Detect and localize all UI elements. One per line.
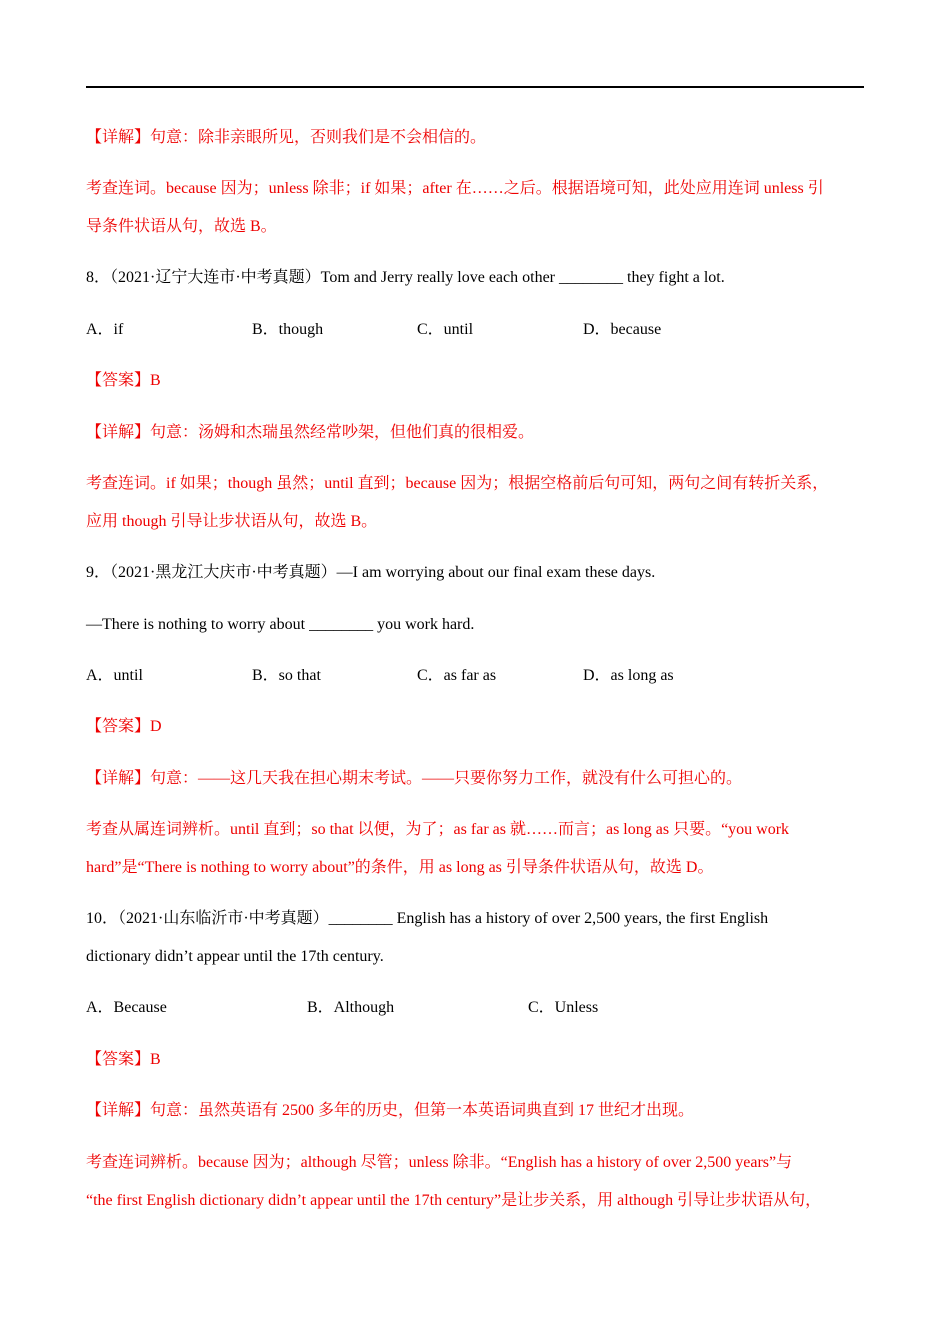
q9-analysis-line2: hard”是“There is nothing to worry about”的条件，用 as long as 引导条件状语从句，故选 D。 xyxy=(86,859,714,876)
q8-option-c: C．until xyxy=(417,321,474,338)
q8-option-a: A．if xyxy=(86,321,124,338)
q10-analysis-line2: “the first English dictionary didn’t appear until the 17th century”是让步关系，用 although 引导让步状语从句， xyxy=(86,1192,822,1209)
q8-answer: 【答案】B xyxy=(86,372,161,389)
q8-option-b: B．though xyxy=(252,321,324,338)
q9-option-d: D．as long as xyxy=(583,667,674,684)
q9-option-a: A．until xyxy=(86,667,143,684)
q9-detail: 【详解】句意：——这几天我在担心期末考试。——只要你努力工作，就没有什么可担心的。 xyxy=(86,770,743,787)
q9-option-b: B．so that xyxy=(252,667,321,684)
q9-stem-line2: —There is nothing to worry about ________ you work hard. xyxy=(86,616,475,633)
q10-stem-line2: dictionary didn’t appear until the 17th century. xyxy=(86,948,384,965)
q7-analysis-line2: 导条件状语从句，故选 B。 xyxy=(86,218,277,235)
q10-detail: 【详解】句意：虽然英语有 2500 多年的历史，但第一本英语词典直到 17 世纪才出现。 xyxy=(86,1102,695,1119)
header-rule xyxy=(86,86,864,88)
q10-option-c: C．Unless xyxy=(528,999,599,1016)
q8-analysis-line1: 考查连词。if 如果；though 虽然；until 直到；because 因为；根据空格前后句可知，两句之间有转折关系， xyxy=(86,475,829,492)
q10-option-b: B．Although xyxy=(307,999,395,1016)
q10-answer: 【答案】B xyxy=(86,1051,161,1068)
q10-stem-line1: 10．（2021·山东临沂市·中考真题）________ English has a history of over 2,500 years, the first English xyxy=(86,910,769,927)
q8-detail: 【详解】句意：汤姆和杰瑞虽然经常吵架，但他们真的很相爱。 xyxy=(86,424,535,441)
q9-answer: 【答案】D xyxy=(86,718,162,735)
q10-option-a: A．Because xyxy=(86,999,167,1016)
q9-option-c: C．as far as xyxy=(417,667,497,684)
q8-analysis-line2: 应用 though 引导让步状语从句，故选 B。 xyxy=(86,513,378,530)
q9-stem-line1: 9．（2021·黑龙江大庆市·中考真题）—I am worrying about our final exam these days. xyxy=(86,564,656,581)
q7-detail: 【详解】句意：除非亲眼所见，否则我们是不会相信的。 xyxy=(86,129,487,146)
q9-analysis-line1: 考查从属连词辨析。until 直到；so that 以便，为了；as far as 就……而言；as long as 只要。“you work xyxy=(86,821,790,838)
q8-stem: 8．（2021·辽宁大连市·中考真题）Tom and Jerry really love each other ________ they fight a lot. xyxy=(86,269,725,286)
q7-analysis-line1: 考查连词。because 因为；unless 除非；if 如果；after 在……之后。根据语境可知，此处应用连词 unless 引 xyxy=(86,180,824,197)
q8-option-d: D．because xyxy=(583,321,662,338)
q10-analysis-line1: 考查连词辨析。because 因为；although 尽管；unless 除非。“English has a history of over 2,500 years”与 xyxy=(86,1154,793,1171)
